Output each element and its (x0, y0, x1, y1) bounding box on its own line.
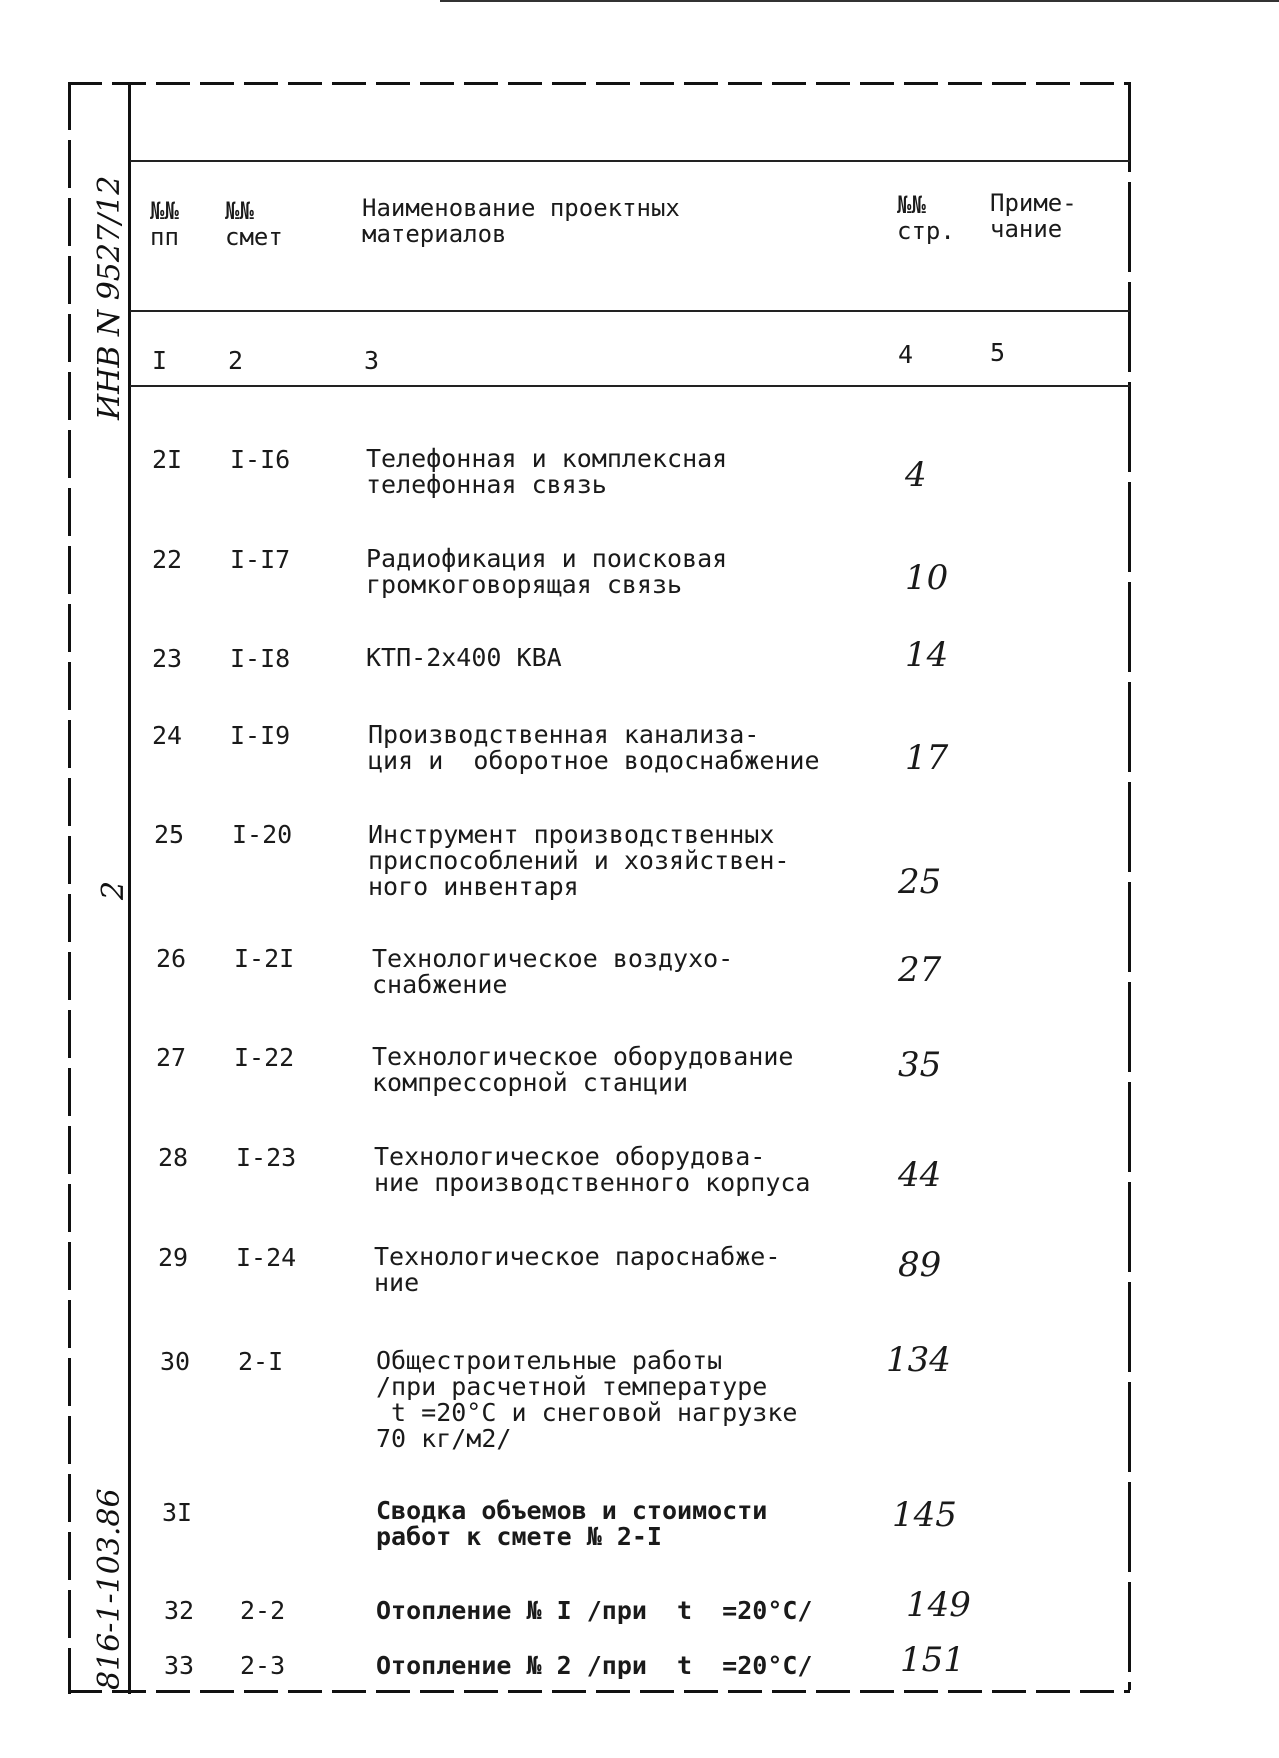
row-number: 23 (152, 644, 183, 673)
row-number: 24 (152, 721, 183, 750)
estimate-number: I-20 (232, 820, 293, 849)
row-number: 3I (162, 1498, 193, 1527)
row-number: 32 (164, 1596, 195, 1625)
frame-right-line (1128, 82, 1131, 1690)
header-col2-line1: №№ (225, 197, 254, 225)
header-col1 (150, 198, 179, 250)
estimate-number: I-I6 (230, 445, 291, 474)
header-col3 (362, 195, 680, 247)
project-code-stamp: 816-1-103.86 (92, 1488, 127, 1690)
page-number: 44 (898, 1155, 942, 1195)
frame-bottom-line (68, 1690, 1130, 1693)
sheet-number: 2 (96, 880, 131, 900)
header-col3-line1: Наименование проектных (362, 194, 680, 222)
header-col4-line1: №№ (897, 191, 926, 219)
header-col2-line2: смет (225, 223, 283, 251)
row-number: 27 (156, 1043, 187, 1072)
header-col2 (225, 198, 283, 250)
material-title: Технологическое оборудова- ние производственного корпуса (374, 1142, 811, 1197)
estimate-number: I-22 (234, 1043, 295, 1072)
estimate-number: I-I7 (230, 545, 291, 574)
page-number: 35 (898, 1045, 942, 1085)
estimate-number: I-23 (236, 1143, 297, 1172)
page-number: 151 (900, 1640, 965, 1680)
header-col3-line2: материалов (362, 220, 507, 248)
estimate-number: 2-3 (240, 1651, 286, 1680)
header-top-rule (130, 160, 1130, 162)
page-number: 4 (905, 455, 927, 495)
estimate-number: 2-I (238, 1347, 284, 1376)
row-number: 28 (158, 1143, 189, 1172)
material-title: Технологическое пароснабже- ние (374, 1242, 781, 1297)
material-title: Производственная канализа- ция и оборотное водоснабжение (368, 720, 820, 775)
top-edge-line (440, 0, 1279, 2)
material-title: Инструмент производственных приспособлений и хозяйствен- ного инвентаря (368, 820, 790, 901)
page-number: 145 (892, 1495, 957, 1535)
column-number-2: 2 (228, 346, 244, 375)
frame-top-line (68, 82, 1130, 85)
column-number-3: 3 (364, 346, 380, 375)
material-title: Радиофикация и поисковая громкоговорящая связь (366, 544, 728, 599)
row-number: 2I (152, 445, 183, 474)
header-col5-line1: Приме- (990, 189, 1077, 217)
material-title: Отопление № I /при t =20°С/ (376, 1596, 813, 1625)
material-title: Отопление № 2 /при t =20°С/ (376, 1651, 813, 1680)
header-col4 (897, 192, 955, 244)
row-number: 29 (158, 1243, 189, 1272)
header-col1-line1: №№ (150, 197, 179, 225)
page-number: 89 (898, 1245, 942, 1285)
page-number: 17 (905, 738, 949, 778)
page-number: 10 (905, 558, 949, 598)
page-number: 149 (906, 1585, 971, 1625)
estimate-number: I-I8 (230, 644, 291, 673)
inventory-stamp: ИНВ N 9527/12 (92, 175, 127, 420)
page-number: 134 (886, 1340, 951, 1380)
material-title: Телефонная и комплексная телефонная связь (366, 444, 728, 499)
estimate-number: I-24 (236, 1243, 297, 1272)
page-number: 14 (905, 635, 949, 675)
header-col5-line2: чание (990, 215, 1063, 243)
page-number: 27 (898, 950, 942, 990)
row-number: 26 (156, 944, 187, 973)
estimate-number: I-I9 (230, 721, 291, 750)
row-number: 25 (154, 820, 185, 849)
column-number-5: 5 (990, 338, 1006, 367)
header-bottom-rule (130, 310, 1130, 312)
column-number-1: I (152, 346, 168, 375)
frame-left-line (68, 82, 71, 1694)
material-title: Технологическое воздухо- снабжение (372, 944, 734, 999)
estimate-number: 2-2 (240, 1596, 286, 1625)
material-title: Сводка объемов и стоимости работ к смете № 2-I (376, 1496, 768, 1551)
row-number: 22 (152, 545, 183, 574)
row-number: 33 (164, 1651, 195, 1680)
header-col4-line2: стр. (897, 217, 955, 245)
material-title: Общестроительные работы /при расчетной температуре t =20°C и снеговой нагрузке 70 кг/м2/ (376, 1346, 798, 1453)
header-col5 (990, 190, 1077, 242)
material-title: Технологическое оборудование компрессорной станции (372, 1042, 794, 1097)
header-col1-line2: пп (150, 223, 179, 251)
page-number: 25 (898, 862, 942, 902)
estimate-number: I-2I (234, 944, 295, 973)
column-number-4: 4 (898, 340, 914, 369)
material-title: КТП-2х400 КВА (366, 643, 562, 672)
row-number: 30 (160, 1347, 191, 1376)
colnum-bottom-rule (130, 385, 1130, 387)
